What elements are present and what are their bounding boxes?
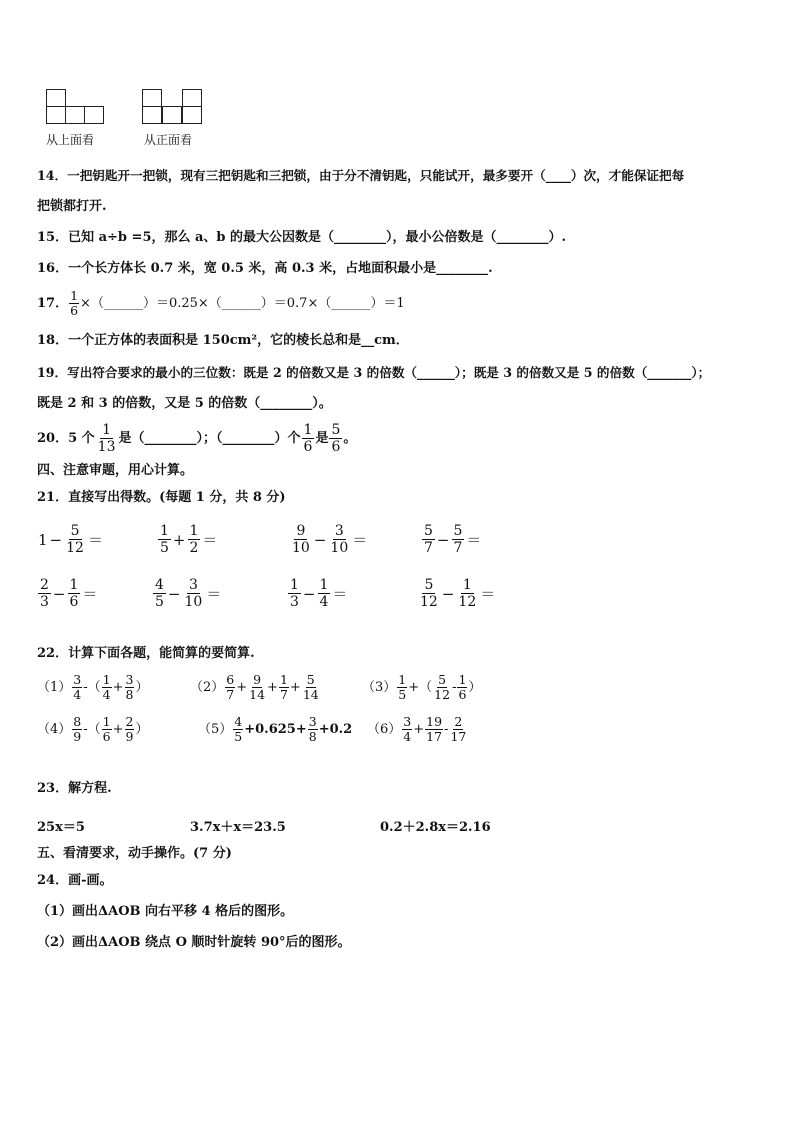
fraction: $\frac{1}{4}$ [319, 577, 329, 610]
front-view-cell [182, 89, 202, 107]
expression-5: （5） $\frac{4}{5}$ +0.625+ $\frac{3}{8}$ +0.2 [198, 714, 353, 744]
front-view-cell [142, 106, 162, 124]
calc-item: $\frac{2}{3}$ − $\frac{1}{6}$ ＝ [40, 577, 98, 610]
fraction: $\frac{1}{2}$ [189, 523, 199, 556]
fraction: $\frac{2}{3}$ [40, 577, 49, 610]
fraction: $\frac{5}{12}$ [434, 672, 451, 702]
top-view-cell [46, 89, 66, 107]
fraction: $\frac{2}{17}$ [450, 714, 467, 744]
question-19-line-1: 19．写出符合要求的最小的三位数：既是 2 的倍数又是 3 的倍数（______）；既是 3 的倍数又是 5 的倍数（_______）； [37, 365, 711, 380]
calc-item: $\frac{1}{3}$ − $\frac{1}{4}$ ＝ [290, 577, 348, 610]
fraction: $\frac{9}{14}$ [249, 672, 266, 702]
question-24-part-2: （2）画出ΔAOB 绕点 O 顺时针旋转 90°后的图形。 [37, 935, 351, 950]
fraction: $\frac{3}{10}$ [330, 523, 349, 556]
fraction: $\frac{1}{4}$ [102, 672, 111, 702]
top-view-label: 从上面看 [46, 133, 95, 147]
top-view-cell [46, 106, 66, 124]
fraction: $\frac{2}{9}$ [125, 714, 134, 744]
fraction: $\frac{6}{7}$ [226, 672, 235, 702]
fraction: $\frac{8}{9}$ [73, 714, 82, 744]
fraction: $\frac{5}{12}$ [66, 523, 84, 556]
fraction: $\frac{1}{6}$ [70, 288, 79, 318]
calc-item: $\frac{1}{5}$ + $\frac{1}{2}$ ＝ [160, 523, 218, 556]
equation-1: 25x＝5 [37, 820, 85, 835]
expression-3: （3） $\frac{1}{5}$ +（ $\frac{5}{12}$ - $\frac{1}{6}$ ） [362, 672, 482, 702]
fraction: $\frac{1}{6}$ [458, 672, 467, 702]
question-23-title: 23．解方程. [37, 781, 112, 796]
fraction: $\frac{5}{14}$ [302, 672, 319, 702]
fraction: $\frac{5}{12}$ [420, 577, 438, 610]
question-20: 20．5 个 $\frac{1}{13}$ 是（________）；（________）个 $\frac{1}{6}$ 是 $\frac{5}{6}$ 。 [37, 422, 357, 455]
fraction: $\frac{1}{6}$ [102, 714, 111, 744]
fraction: $\frac{19}{17}$ [426, 714, 443, 744]
question-19-line-2: 既是 2 和 3 的倍数，又是 5 的倍数（________）。 [37, 396, 332, 411]
question-21-title: 21．直接写出得数。(每题 1 分，共 8 分) [37, 490, 286, 505]
calc-item: $\frac{4}{5}$ − $\frac{3}{10}$ ＝ [155, 577, 222, 610]
fraction: $\frac{1}{7}$ [279, 672, 288, 702]
expression-4: （4） $\frac{8}{9}$ -（ $\frac{1}{6}$ + $\frac{2}{9}$ ） [37, 714, 149, 744]
expression-1: （1） $\frac{3}{4}$ -（ $\frac{1}{4}$ + $\frac{3}{8}$ ） [37, 672, 149, 702]
fraction: $\frac{1}{6}$ [303, 422, 313, 455]
front-view-cell [182, 106, 202, 124]
fraction: $\frac{3}{4}$ [73, 672, 82, 702]
fraction: $\frac{4}{5}$ [155, 577, 164, 610]
question-17 [37, 287, 405, 321]
expression-2: （2） $\frac{6}{7}$ + $\frac{9}{14}$ + $\frac{1}{7}$ + $\frac{5}{14}$ [190, 672, 319, 702]
fraction: $\frac{1}{5}$ [160, 523, 169, 556]
section-4-heading: 四、注意审题，用心计算。 [37, 463, 194, 478]
fraction: $\frac{3}{8}$ [308, 714, 317, 744]
front-view-label: 从正面看 [144, 133, 193, 147]
top-view-cell [84, 106, 104, 124]
fraction: $\frac{9}{10}$ [292, 523, 310, 556]
equation-2: 3.7x＋x＝23.5 [190, 820, 286, 835]
fraction: $\frac{4}{5}$ [234, 714, 243, 744]
question-18: 18．一个正方体的表面积是 150cm²，它的棱长总和是__cm． [37, 333, 409, 348]
fraction: $\frac{1}{5}$ [398, 672, 407, 702]
front-view-cell [142, 89, 162, 107]
question-14-line-2: 把锁都打开. [37, 199, 107, 214]
calc-item: $\frac{5}{12}$ − $\frac{1}{12}$ ＝ [420, 577, 496, 610]
question-16: 16．一个长方体长 0.7 米，宽 0.5 米，高 0.3 米，占地面积最小是________. [37, 261, 493, 276]
question-17-number: 17． [37, 296, 69, 311]
calc-item: $\frac{9}{10}$ − $\frac{3}{10}$ ＝ [292, 523, 368, 556]
calc-item: $\frac{5}{7}$ − $\frac{5}{7}$ ＝ [424, 523, 482, 556]
top-view-cell [65, 106, 85, 124]
fraction: $\frac{1}{13}$ [97, 422, 116, 455]
equation-3: 0.2＋2.8x＝2.16 [380, 820, 491, 835]
expression-6: （6） $\frac{3}{4}$ + $\frac{19}{17}$ - $\frac{2}{17}$ [367, 714, 467, 744]
question-24-part-1: （1）画出ΔAOB 向右平移 4 格后的图形。 [37, 904, 294, 919]
section-5-heading: 五、看清要求，动手操作。(7 分) [37, 846, 232, 861]
fraction: $\frac{3}{10}$ [184, 577, 203, 610]
fraction: $\frac{5}{7}$ [424, 523, 433, 556]
fraction: $\frac{5}{6}$ [331, 422, 341, 455]
fraction: $\frac{3}{4}$ [403, 714, 412, 744]
fraction: $\frac{3}{8}$ [125, 672, 134, 702]
question-22-title: 22．计算下面各题，能简算的要简算. [37, 646, 255, 661]
fraction: $\frac{1}{3}$ [290, 577, 299, 610]
front-view-cell [162, 106, 182, 124]
fraction: $\frac{1}{12}$ [458, 577, 477, 610]
question-17-expression: ×（______）＝0.25×（______）＝0.7×（______）＝1 [80, 296, 405, 311]
calc-item: 1 − $\frac{5}{12}$ ＝ [38, 523, 103, 556]
question-24-title: 24．画-画。 [37, 873, 113, 888]
question-14-line-1: 14．一把钥匙开一把锁，现有三把钥匙和三把锁，由于分不清钥匙，只能试开，最多要开（____）次，才能保证把每 [37, 168, 685, 183]
fraction: $\frac{1}{6}$ [69, 577, 79, 610]
question-15: 15．已知 a÷b =5，那么 a、b 的最大公因数是（________），最小公倍数是（________）. [37, 230, 567, 245]
fraction: $\frac{5}{7}$ [453, 523, 463, 556]
